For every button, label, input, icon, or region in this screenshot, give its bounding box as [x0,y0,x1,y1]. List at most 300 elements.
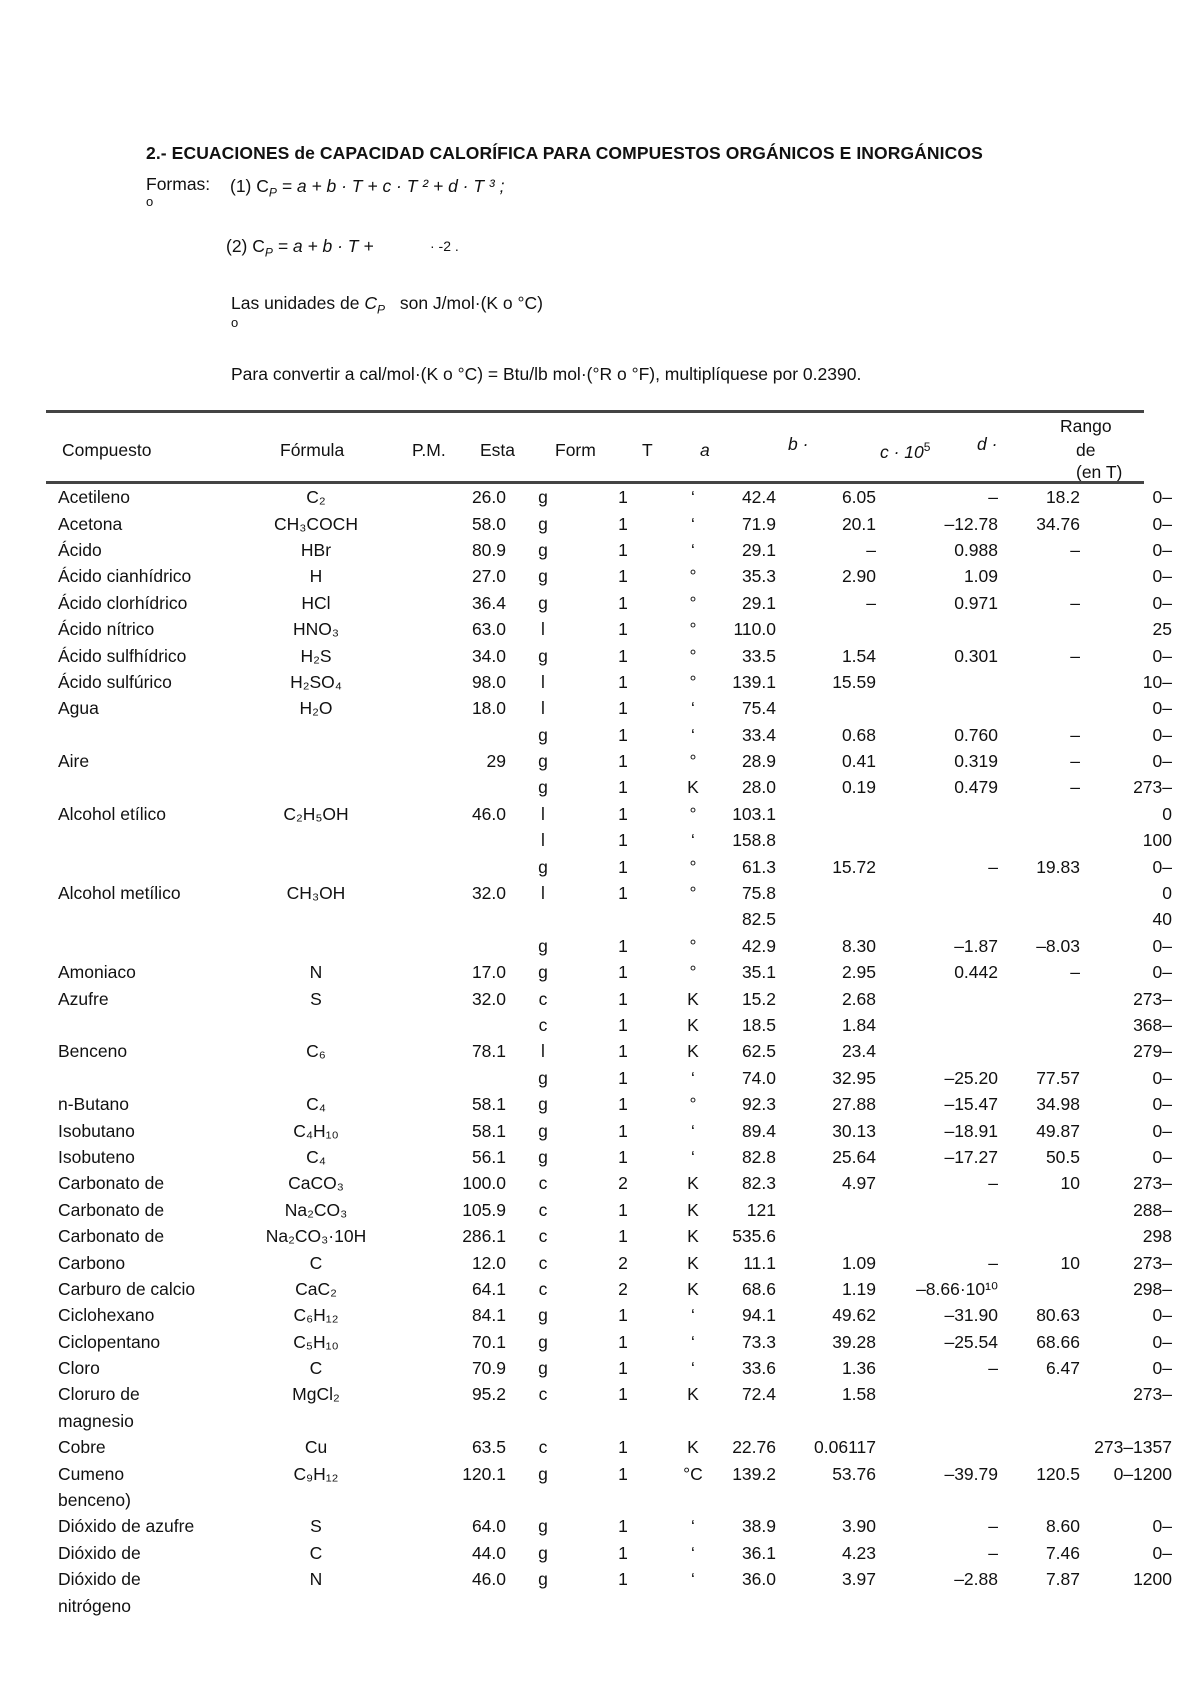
cell-c: 1.09 [963,566,998,587]
cell-c [888,827,1010,853]
cell-estado: l [541,830,545,851]
cell-forma: 1 [618,751,628,772]
cell-c: – [988,1358,998,1379]
cell-rango: 0– [1152,1305,1172,1326]
cell-t: ° [689,962,697,983]
cell-b: 2.90 [841,566,876,587]
table-row [58,1355,1172,1381]
cell-forma: 1 [618,1067,628,1088]
cell-compuesto [58,827,236,853]
cell-compuesto: Carbonato de [58,1173,165,1194]
cell-t [666,906,720,932]
cell-formula: C₂ [306,487,326,508]
cell-a: 11.1 [743,1252,776,1273]
cell-estado: g [538,1305,548,1326]
cell-estado: g [538,856,548,877]
cell-c: – [988,487,998,508]
cell-a: 28.0 [741,777,776,798]
cell-t: ° [689,751,697,772]
cell-a [720,1408,776,1434]
cell-rango: 0– [1152,1516,1172,1537]
cell-c: – [988,1252,998,1273]
cell-c [888,985,1010,1011]
cell-compuesto: Ácido nítrico [58,619,155,640]
cell-b [776,1408,888,1434]
cell-t: K [687,988,699,1009]
cell-rango: 0– [1152,724,1172,745]
table-row [58,537,1172,563]
cell-pm: 34.0 [471,645,506,666]
header-c [880,440,930,463]
cell-forma: 1 [618,1542,628,1563]
cell-pm: 100.0 [462,1173,506,1194]
cell-a: 110.0 [733,619,776,640]
cell-forma: 1 [618,539,628,560]
cell-forma: 2 [618,1173,628,1194]
cell-d: 7.46 [1045,1542,1080,1563]
cell-t [666,1592,720,1618]
table-row [58,959,1172,985]
cell-t: ° [689,645,697,666]
cell-a: 33.5 [741,645,776,666]
cell-pm: 27.0 [471,566,506,587]
table-row [58,853,1172,879]
cell-a: 82.8 [741,1146,776,1167]
table-row [58,590,1172,616]
table-row [58,1460,1172,1486]
cell-forma: 1 [618,592,628,613]
cell-b [776,1487,888,1513]
cell-forma: 1 [618,698,628,719]
cell-pm: 17.0 [471,962,506,983]
cell-formula [236,722,396,748]
cell-forma: 1 [618,566,628,587]
cell-b: – [866,539,876,560]
cell-compuesto: Carburo de calcio [58,1278,196,1299]
cell-estado: g [538,1569,548,1590]
header-pm: P.M. [412,440,446,460]
cell-a: 36.1 [741,1542,776,1563]
equation-form-2 [226,236,374,260]
cell-c: –39.79 [944,1463,998,1484]
table-row [58,985,1172,1011]
cell-estado: g [538,777,548,798]
cell-c: –1.87 [954,935,998,956]
cell-rango: 0– [1152,751,1172,772]
cell-b: 2.68 [841,988,876,1009]
heat-capacity-table [58,484,1172,1619]
cell-c: –25.54 [944,1331,998,1352]
cell-forma: 1 [618,1041,628,1062]
cell-rango [1092,1487,1172,1513]
header-forma: Form [555,440,596,460]
cell-a: 61.3 [741,856,776,877]
cell-rango: 273– [1133,1252,1172,1273]
cell-a: 68.6 [741,1278,776,1299]
cell-estado: c [538,1015,548,1035]
cell-t: ° [689,619,697,640]
cell-t: ‘ [691,1569,695,1590]
table-row [58,1434,1172,1460]
cell-b: 15.59 [832,671,876,692]
cell-compuesto: n-Butano [58,1094,130,1115]
cell-a: 22.76 [732,1437,776,1458]
cell-t: ‘ [691,539,695,560]
units-rest: son J/mol·(K o °C) [399,293,543,313]
cell-a: 75.8 [741,883,776,904]
cell-estado: c [538,1278,548,1299]
cell-a: 15.2 [741,988,776,1009]
table-row [58,1091,1172,1117]
cell-compuesto: Ácido [58,539,102,560]
cell-compuesto: Cumeno [58,1463,125,1484]
cell-c [888,1434,1010,1460]
table-row [58,748,1172,774]
cell-a: 103.1 [732,803,776,824]
cell-pm: 98.0 [471,671,506,692]
cell-c [888,695,1010,721]
cell-c: –17.27 [944,1146,998,1167]
cell-d: 34.98 [1036,1094,1080,1115]
cell-c: 0.479 [954,777,998,798]
cell-pm: 46.0 [471,1569,506,1590]
cell-compuesto: Cloro [58,1358,100,1379]
cell-rango: 10– [1142,671,1172,692]
cell-estado: g [538,1542,548,1563]
cell-c [888,801,1010,827]
cell-d [1010,1223,1092,1249]
cell-b: 39.28 [832,1331,876,1352]
cell-c: – [988,1173,998,1194]
table-row [58,1197,1172,1223]
cell-pm [396,827,506,853]
cell-b: 0.68 [841,724,876,745]
cell-pm: 120.1 [462,1463,506,1484]
cell-a: 42.4 [741,487,776,508]
cell-t: ° [689,566,697,587]
cell-estado [506,1487,580,1513]
cell-rango: 0– [1152,935,1172,956]
cell-pm: 44.0 [471,1542,506,1563]
cell-d [1010,880,1092,906]
cell-compuesto: Azufre [58,988,109,1009]
cell-estado: c [538,1199,548,1220]
cell-compuesto: Carbonato de [58,1226,165,1247]
cell-formula: Na₂CO₃ [284,1199,348,1220]
cell-rango: 0– [1152,1542,1172,1563]
cell-t: ‘ [691,487,695,508]
cell-pm [396,853,506,879]
cell-compuesto: Carbonato de [58,1199,165,1220]
cell-c: –31.90 [944,1305,998,1326]
cell-pm: 32.0 [471,883,506,904]
cell-compuesto: Dióxido de [58,1542,141,1563]
cell-t: K [687,1226,699,1247]
header-rango-2: de [1076,440,1096,460]
cell-compuesto: nitrógeno [58,1595,131,1616]
cell-b: 30.13 [832,1120,876,1141]
cell-t: K [687,1278,699,1299]
cell-t: ° [689,883,697,904]
cell-rango: 0– [1152,539,1172,560]
cell-formula: Cu [304,1437,328,1458]
cell-b: 15.72 [832,856,876,877]
cell-pm: 18.0 [471,698,506,719]
cell-d: 10 [1060,1252,1080,1273]
cell-estado: g [538,962,548,983]
cell-rango [1092,1408,1172,1434]
cell-rango: 0– [1152,645,1172,666]
cell-b: 3.97 [841,1569,876,1590]
cell-rango [1092,1592,1172,1618]
cell-formula: N [309,962,323,983]
cell-forma: 1 [618,1358,628,1379]
cell-c: –18.91 [944,1120,998,1141]
cell-estado: g [538,645,548,666]
cell-estado: g [538,1331,548,1352]
cell-pm: 56.1 [471,1146,506,1167]
cell-d [1010,906,1092,932]
table-row [58,1592,1172,1618]
cell-d: 10 [1060,1173,1080,1194]
cell-forma: 1 [618,1516,628,1537]
table-row [58,933,1172,959]
table-row [58,1170,1172,1196]
table-row [58,1144,1172,1170]
cell-compuesto: Dióxido de azufre [58,1516,195,1537]
cell-formula: H₂SO₄ [290,671,342,692]
cell-b: 8.30 [841,935,876,956]
cell-a: 75.4 [741,698,776,719]
cell-b [776,906,888,932]
cell-compuesto [58,1065,236,1091]
cell-estado: l [541,1041,545,1062]
cell-compuesto: Alcohol etílico [58,803,166,824]
cell-estado: g [538,592,548,613]
cell-c: 0.971 [954,592,998,613]
cell-rango: 40 [1152,909,1172,930]
cell-t: K [687,1041,699,1062]
cell-forma [580,906,666,932]
cell-forma: 1 [618,1199,628,1220]
cell-d: 68.66 [1036,1331,1080,1352]
cell-t: K [687,1199,699,1220]
cell-t: ° [689,803,697,824]
cell-rango: 273–1357 [1094,1437,1172,1458]
cell-rango: 0– [1152,1358,1172,1379]
cell-d: 6.47 [1045,1358,1080,1379]
cell-formula: Na₂CO₃·10H [265,1226,367,1247]
table-row [58,1038,1172,1064]
cell-c [888,1038,1010,1064]
cell-a: 158.8 [732,830,776,851]
cell-compuesto: Alcohol metílico [58,883,181,904]
cell-compuesto: Ácido clorhídrico [58,592,188,613]
header-estado: Esta [480,440,516,460]
cell-forma: 1 [618,1463,628,1484]
cell-rango: 0– [1152,1146,1172,1167]
cell-b: 2.95 [841,962,876,983]
cell-formula: C₅H₁₀ [293,1331,339,1352]
cell-estado: l [541,883,545,904]
cell-formula [236,1408,396,1434]
cell-formula: C₆H₁₂ [293,1305,339,1326]
cell-c [888,1223,1010,1249]
cell-estado [506,906,580,932]
cell-b: 1.58 [841,1384,876,1405]
cell-compuesto: Isobutano [58,1120,135,1141]
cell-d [1010,985,1092,1011]
cell-d [1010,1592,1092,1618]
header-d: d · [977,434,998,454]
cell-pm [396,933,506,959]
cell-forma: 1 [618,619,628,640]
cell-c [888,1408,1010,1434]
cell-c: 0.988 [954,539,998,560]
header-c-text: c · 10 [880,441,924,462]
cell-formula: MgCl₂ [292,1384,340,1405]
units-subscript: P [376,302,385,317]
table-row [58,484,1172,510]
cell-rango: 0– [1152,513,1172,534]
cell-pm: 78.1 [471,1041,506,1062]
cell-t: °C [683,1463,703,1484]
cell-rango: 0–1200 [1113,1463,1172,1484]
cell-compuesto: Carbono [58,1252,126,1273]
cell-rango: 0– [1152,487,1172,508]
cell-t [666,1487,720,1513]
table-row [58,1408,1172,1434]
cell-estado: g [538,1094,548,1115]
cell-c: – [988,1542,998,1563]
cell-forma: 1 [618,935,628,956]
cell-t: ‘ [691,724,695,745]
cell-a: 29.1 [741,592,776,613]
cell-t: ° [689,935,697,956]
table-row [58,642,1172,668]
cell-compuesto: Dióxido de [58,1569,141,1590]
cell-t: ‘ [691,1146,695,1167]
table-row [58,774,1172,800]
cell-c: –2.88 [954,1569,998,1590]
cell-formula [236,1012,396,1038]
table-row [58,669,1172,695]
cell-pm: 286.1 [462,1226,506,1247]
cell-b [776,1223,888,1249]
table-row [58,1276,1172,1302]
cell-pm: 84.1 [471,1305,506,1326]
cell-t: K [687,1015,699,1035]
cell-d [1010,563,1092,589]
cell-formula: N [309,1569,323,1590]
cell-c [888,1197,1010,1223]
cell-formula: C₂H₅OH [283,803,349,824]
cell-compuesto: Isobuteno [58,1146,135,1167]
document-title: 2.- ECUACIONES de CAPACIDAD CALORÍFICA PARA COMPUESTOS ORGÁNICOS E INORGÁNICOS [146,143,983,163]
cell-formula: C [309,1542,323,1563]
cell-c: 0.319 [954,751,998,772]
header-formula: Fórmula [280,440,345,460]
cell-t: ° [689,592,697,613]
cell-b: 6.05 [841,487,876,508]
header-a: a [700,440,710,460]
cell-d [1010,669,1092,695]
cell-compuesto [58,933,236,959]
cell-b [776,827,888,853]
form1-expression: = a + b · T + c · T ² + d · T ³ ; [276,176,505,196]
cell-pm: 26.0 [471,487,506,508]
cell-forma: 2 [618,1278,628,1299]
cell-d: 49.87 [1036,1120,1080,1141]
cell-pm: 58.0 [471,513,506,534]
cell-compuesto [58,1012,236,1038]
cell-c: – [988,856,998,877]
cell-formula: H₂O [299,698,333,719]
cell-formula: S [310,1516,322,1537]
cell-forma: 1 [618,724,628,745]
cell-t: ‘ [691,698,695,719]
cell-b: 0.06117 [814,1437,876,1458]
cell-c [888,1381,1010,1407]
cell-formula: CH₃OH [286,883,346,904]
cell-d: – [1070,592,1080,613]
cell-compuesto: Cobre [58,1437,106,1458]
cell-d [1010,1197,1092,1223]
table-top-rule [46,410,1144,413]
cell-a: 72.4 [741,1384,776,1405]
cell-pm [396,1065,506,1091]
cell-t: ‘ [691,1305,695,1326]
table-row [58,1513,1172,1539]
cell-formula: CaC₂ [295,1278,337,1299]
cell-a: 36.0 [741,1569,776,1590]
table-row [58,510,1172,536]
cell-forma: 1 [618,1437,628,1458]
cell-b: 20.1 [841,513,876,534]
cell-d: 18.2 [1045,487,1080,508]
table-row [58,695,1172,721]
cell-b: 32.95 [832,1067,876,1088]
table-body [58,484,1172,1619]
header-b: b · [788,434,809,454]
cell-c: 0.442 [954,962,998,983]
cell-estado: g [538,513,548,534]
cell-b: 1.09 [841,1252,876,1273]
cell-pm: 70.1 [471,1331,506,1352]
cell-rango: 273– [1133,1173,1172,1194]
cell-b: 4.97 [841,1173,876,1194]
cell-a [720,1592,776,1618]
cell-pm: 95.2 [471,1384,506,1405]
cell-forma: 2 [618,1252,628,1273]
header-compuesto: Compuesto [62,440,152,460]
table-row [58,827,1172,853]
cell-pm [396,1012,506,1038]
cell-rango: 0 [1162,883,1172,904]
cell-estado: g [538,1146,548,1167]
cell-d: –8.03 [1036,935,1080,956]
cell-t: K [687,1437,699,1458]
cell-forma: 1 [618,1094,628,1115]
form2-subscript: P [264,245,273,260]
cell-pm: 80.9 [471,539,506,560]
cell-d [1010,616,1092,642]
cell-pm [396,1487,506,1513]
cell-rango: 0– [1152,698,1172,719]
cell-t: ‘ [691,1331,695,1352]
cell-c: 0.760 [954,724,998,745]
cell-rango: 100 [1142,830,1172,851]
